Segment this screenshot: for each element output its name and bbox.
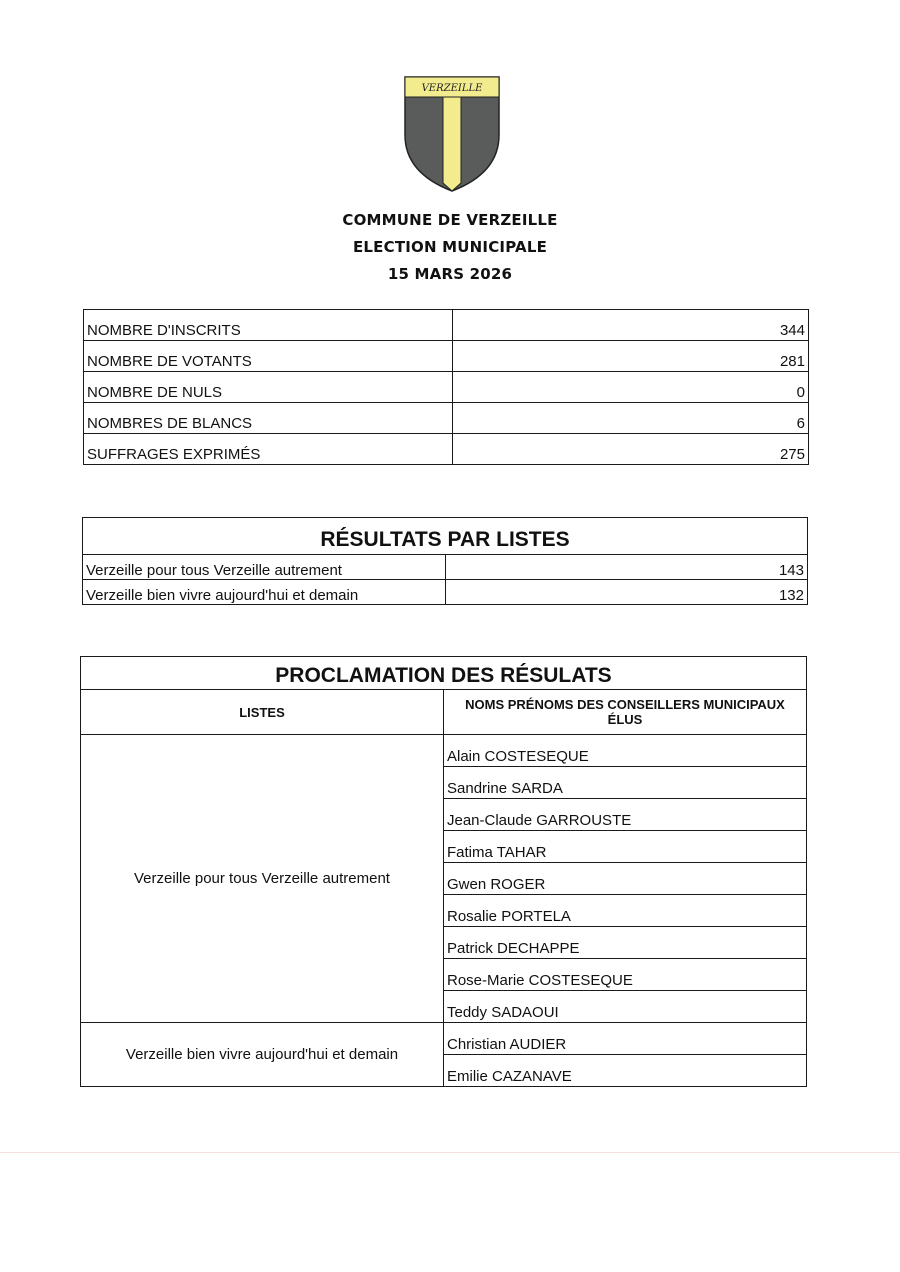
table-row xyxy=(83,580,808,605)
stat-value: 344 xyxy=(453,310,809,341)
results-by-list-table xyxy=(82,517,808,605)
crest-text: VERZEILLE xyxy=(421,83,483,94)
scan-edge-line xyxy=(0,1152,900,1153)
proclamation-title: PROCLAMATION DES RÉSULATS xyxy=(81,657,807,690)
councillor-name: Jean-Claude GARROUSTE xyxy=(444,799,807,831)
table-row xyxy=(84,372,809,403)
stats-table xyxy=(83,309,809,465)
list-votes: 132 xyxy=(445,580,808,605)
councillor-name: Rosalie PORTELA xyxy=(444,895,807,927)
table-row xyxy=(81,1023,807,1055)
stat-label: NOMBRES DE BLANCS xyxy=(84,403,453,434)
list-name: Verzeille pour tous Verzeille autrement xyxy=(83,555,446,580)
councillor-name: Gwen ROGER xyxy=(444,863,807,895)
table-row xyxy=(83,555,808,580)
table-row xyxy=(81,735,807,767)
councillor-name: Emilie CAZANAVE xyxy=(444,1055,807,1087)
header-election: ELECTION MUNICIPALE xyxy=(352,238,548,256)
stat-value: 281 xyxy=(453,341,809,372)
list-name: Verzeille pour tous Verzeille autrement xyxy=(81,735,444,1023)
stat-label: NOMBRE DE VOTANTS xyxy=(84,341,453,372)
councillor-name: Sandrine SARDA xyxy=(444,767,807,799)
table-row xyxy=(84,403,809,434)
stat-value: 6 xyxy=(453,403,809,434)
proclamation-table xyxy=(80,656,807,1087)
header-date: 15 MARS 2026 xyxy=(387,265,513,283)
councillor-name: Rose-Marie COSTESEQUE xyxy=(444,959,807,991)
councillor-name: Fatima TAHAR xyxy=(444,831,807,863)
list-name: Verzeille bien vivre aujourd'hui et demain xyxy=(81,1023,444,1087)
column-header-lists: LISTES xyxy=(81,690,444,735)
councillor-name: Patrick DECHAPPE xyxy=(444,927,807,959)
column-header-names: NOMS PRÉNOMS DES CONSEILLERS MUNICIPAUX ÉLUS xyxy=(444,690,807,735)
stat-value: 275 xyxy=(453,434,809,465)
stat-label: SUFFRAGES EXPRIMÉS xyxy=(84,434,453,465)
councillor-name: Teddy SADAOUI xyxy=(444,991,807,1023)
table-row xyxy=(84,341,809,372)
verzeille-coat-of-arms xyxy=(402,75,502,193)
councillor-name: Christian AUDIER xyxy=(444,1023,807,1055)
stat-value: 0 xyxy=(453,372,809,403)
header-commune: COMMUNE DE VERZEILLE xyxy=(342,211,558,229)
table-row xyxy=(84,434,809,465)
list-votes: 143 xyxy=(445,555,808,580)
councillor-name: Alain COSTESEQUE xyxy=(444,735,807,767)
stat-label: NOMBRE D'INSCRITS xyxy=(84,310,453,341)
list-name: Verzeille bien vivre aujourd'hui et demain xyxy=(83,580,446,605)
table-row xyxy=(84,310,809,341)
results-title: RÉSULTATS PAR LISTES xyxy=(83,518,808,555)
stat-label: NOMBRE DE NULS xyxy=(84,372,453,403)
